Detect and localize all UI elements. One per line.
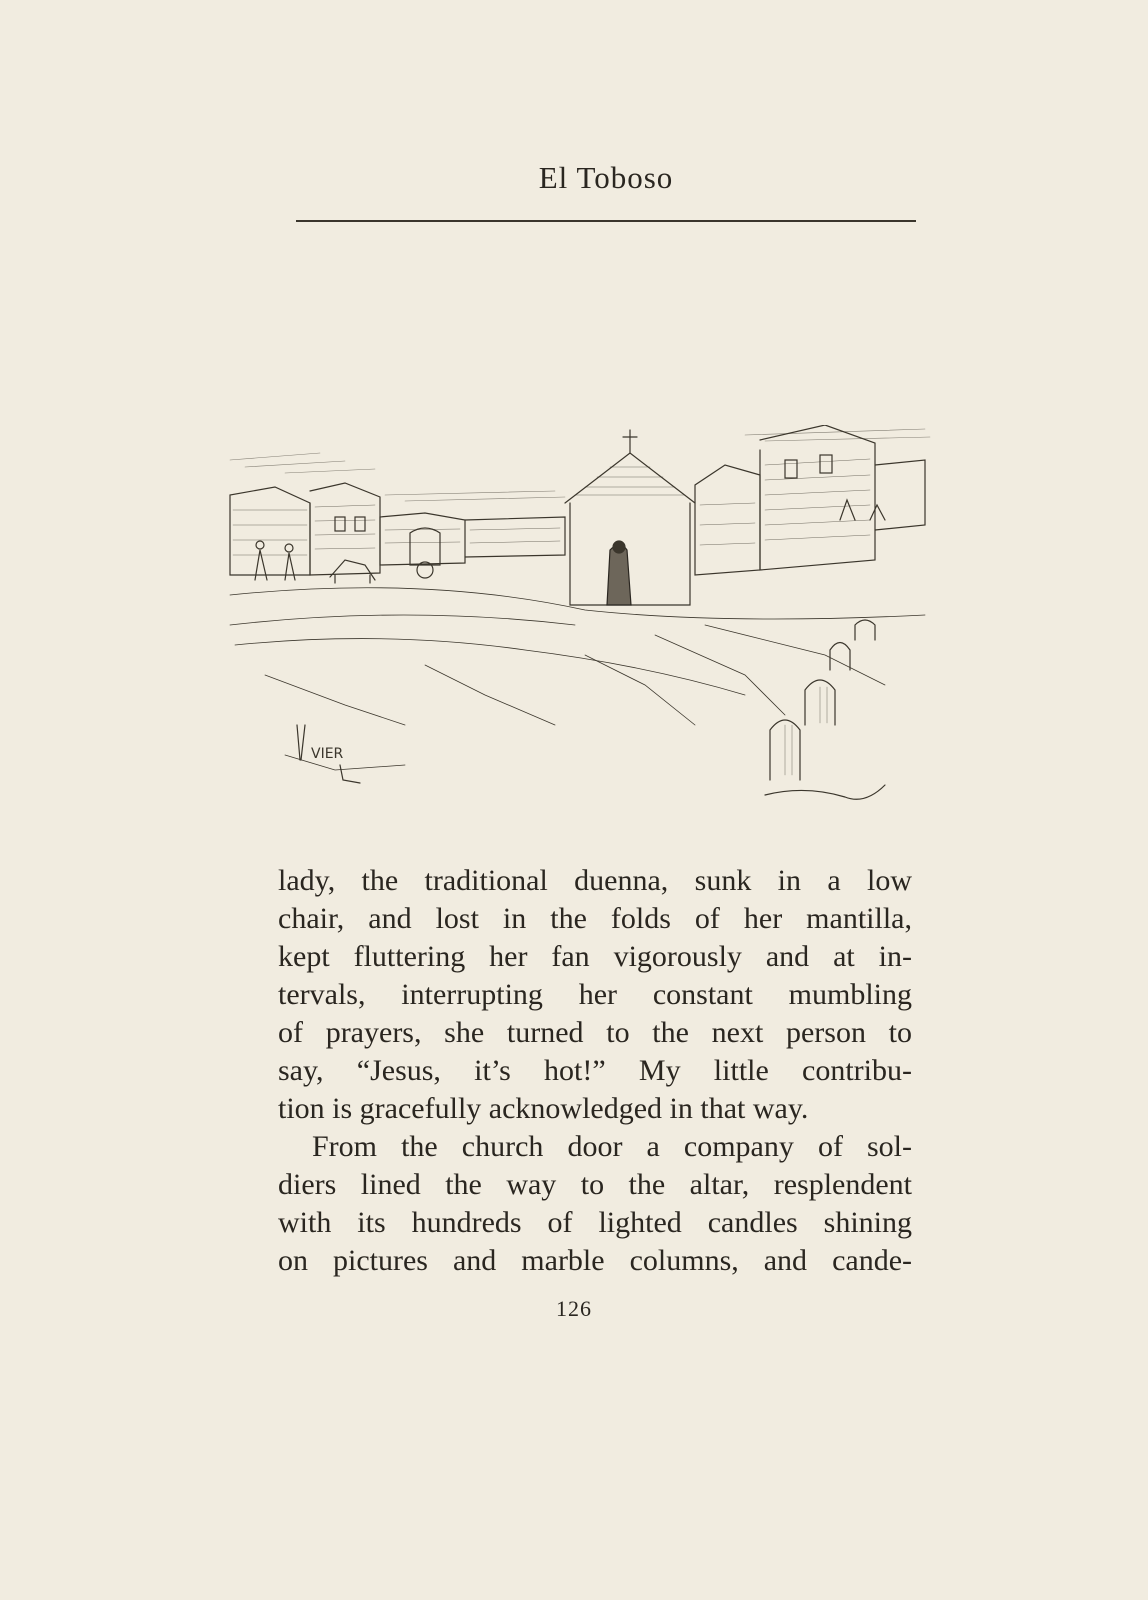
page-number: 126 <box>556 1296 592 1321</box>
running-title: El Toboso <box>538 160 674 195</box>
body-text <box>278 862 912 1280</box>
text-line: chair, and lost in the folds of her mantilla, <box>278 902 912 935</box>
text-line: diers lined the way to the altar, resplendent <box>278 1168 912 1201</box>
text-line: lady, the traditional duenna, sunk in a low <box>278 864 912 897</box>
text-line: on pictures and marble columns, and cande- <box>278 1244 912 1277</box>
text-line: tervals, interrupting her constant mumbling <box>278 978 912 1011</box>
gravestones <box>765 620 885 799</box>
text-line: say, “Jesus, it’s hot!” My little contribu- <box>278 1054 912 1087</box>
sky-hatching <box>230 429 930 501</box>
artist-signature <box>297 725 360 783</box>
text-line: with its hundreds of lighted candles shining <box>278 1206 912 1239</box>
chapel <box>565 430 695 605</box>
left-buildings <box>230 483 565 575</box>
text-line: of prayers, she turned to the next person to <box>278 1016 912 1049</box>
text-line: kept fluttering her fan vigorously and at in- <box>278 940 912 973</box>
text-line: From the church door a company of sol- <box>312 1130 912 1163</box>
text-line: tion is gracefully acknowledged in that way. <box>278 1092 809 1125</box>
signature-text: VIER <box>311 746 344 762</box>
road-and-ground <box>230 588 925 770</box>
header-rule <box>296 220 916 222</box>
paragraph-1 <box>278 862 912 1128</box>
right-buildings <box>695 425 925 575</box>
paragraph-2 <box>278 1128 912 1280</box>
village-street-illustration <box>225 425 945 845</box>
